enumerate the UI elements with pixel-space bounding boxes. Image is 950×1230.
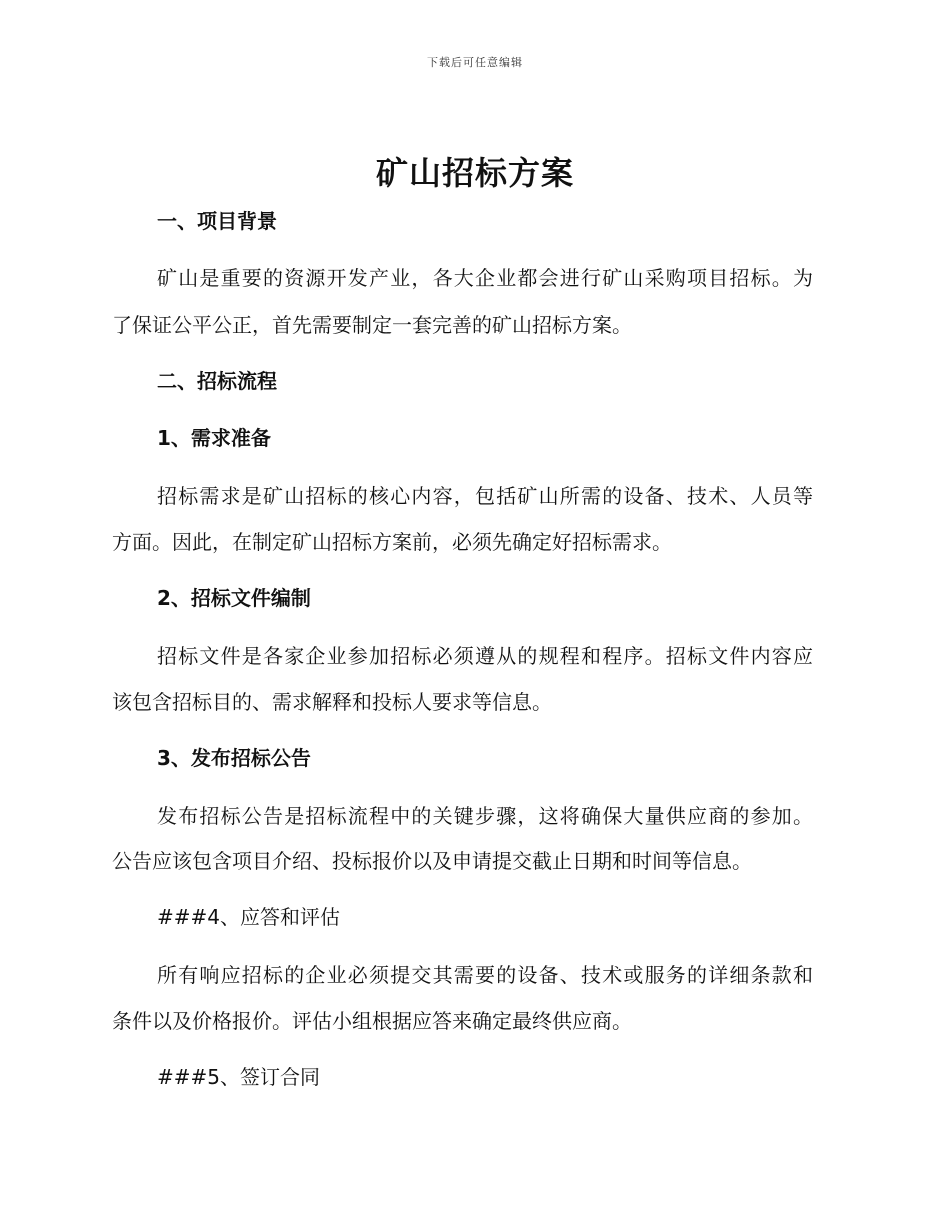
paragraph-line: 方面。因此，在制定矿山招标方案前，必须先确定好招标需求。 <box>112 530 672 554</box>
section-heading-project-background: 一、项目背景 <box>157 209 277 233</box>
subsection-heading-response-evaluation: ###4、应答和评估 <box>157 905 340 929</box>
subsection-heading-publish-notice: 3、发布招标公告 <box>157 746 311 770</box>
paragraph-line: 矿山是重要的资源开发产业，各大企业都会进行矿山采购项目招标。为 <box>157 266 815 290</box>
subsection-heading-sign-contract: ###5、签订合同 <box>157 1065 320 1089</box>
paragraph-line: 所有响应招标的企业必须提交其需要的设备、技术或服务的详细条款和 <box>157 963 815 987</box>
paragraph-line: 公告应该包含项目介绍、投标报价以及申请提交截止日期和时间等信息。 <box>112 849 752 873</box>
subsection-heading-requirements: 1、需求准备 <box>157 426 271 450</box>
paragraph-line: 了保证公平公正，首先需要制定一套完善的矿山招标方案。 <box>112 313 632 337</box>
paragraph-line: 招标需求是矿山招标的核心内容，包括矿山所需的设备、技术、人员等 <box>157 484 815 508</box>
header-note: 下载后可任意编辑 <box>427 56 523 69</box>
paragraph-line: 招标文件是各家企业参加招标必须遵从的规程和程序。招标文件内容应 <box>157 644 815 668</box>
section-heading-bidding-process: 二、招标流程 <box>157 369 277 393</box>
subsection-heading-bid-documents: 2、招标文件编制 <box>157 586 311 610</box>
paragraph-line: 该包含招标目的、需求解释和投标人要求等信息。 <box>112 690 552 714</box>
paragraph-line: 发布招标公告是招标流程中的关键步骤，这将确保大量供应商的参加。 <box>157 804 815 828</box>
document-title: 矿山招标方案 <box>375 154 574 192</box>
paragraph-line: 条件以及价格报价。评估小组根据应答来确定最终供应商。 <box>112 1009 632 1033</box>
